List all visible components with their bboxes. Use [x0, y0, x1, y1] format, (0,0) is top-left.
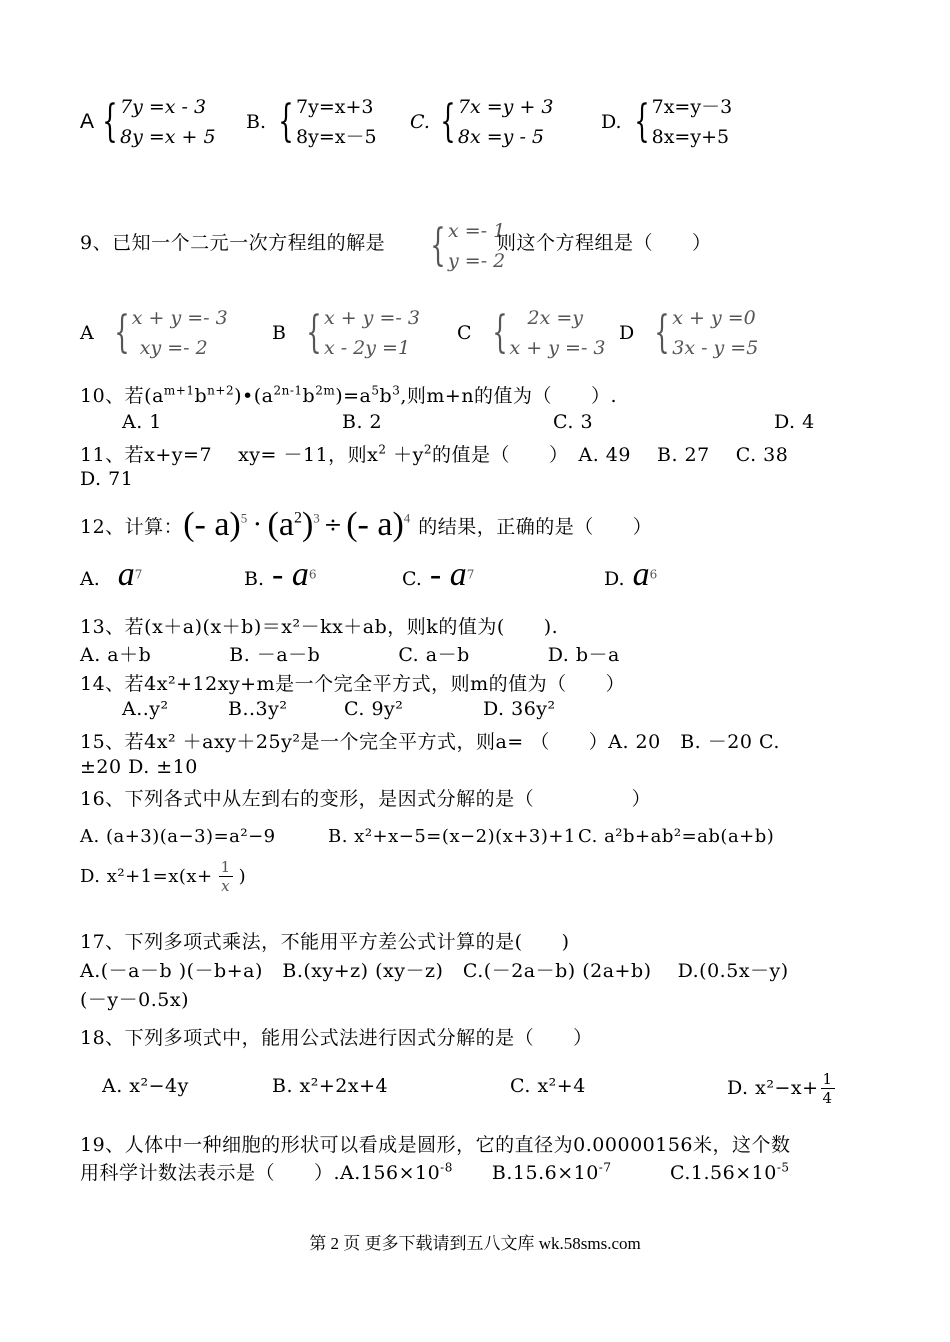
q9-tail: 则这个方程组是（ ）	[497, 232, 712, 254]
q12-t2: (a	[267, 506, 294, 543]
q11-sup: 2	[423, 442, 432, 457]
brace-icon: {	[430, 220, 446, 271]
q11-line2: D. 71	[80, 468, 134, 490]
q19-sup: -8	[440, 1160, 453, 1175]
q9-a-row1: x + y =- 3	[131, 307, 228, 329]
q16-option-d	[80, 858, 246, 895]
q10-part: )•(a	[234, 385, 274, 407]
q12-d-label: D.	[604, 568, 625, 590]
q12-a-exp: 7	[134, 567, 143, 582]
q10-part: b	[302, 385, 316, 407]
q12-c-label: C.	[402, 568, 422, 590]
q11-part: 11、若x+y=7 xy= －11，则x	[80, 444, 379, 466]
q8-option-a	[80, 92, 216, 152]
q16-option-a: A. (a+3)(a−3)=a²−9	[80, 826, 276, 847]
q8-d-label: D.	[601, 111, 622, 133]
q9-sol-row1: x =- 1	[448, 220, 506, 242]
q9-c-label: C	[457, 322, 472, 344]
brace-icon: {	[306, 307, 322, 358]
brace-icon: {	[633, 96, 650, 147]
q10-sup: n+2	[207, 383, 235, 398]
q10-part: ,则m+n的值为（ ）.	[400, 385, 618, 407]
q18-d-pre: D. x²−x+	[727, 1077, 819, 1099]
q11-line1	[80, 440, 788, 467]
q13-text: 13、若(x＋a)(x＋b)＝x²－kx＋ab，则k的值为( ).	[80, 616, 559, 638]
q9-c-row2: x + y =- 3	[509, 337, 606, 359]
q14-option-b: B..3y²	[228, 698, 288, 720]
q16-option-b: B. x²+x−5=(x−2)(x+3)+1	[328, 826, 576, 847]
brace-icon: {	[440, 96, 456, 147]
q18-option-c: C. x²+4	[510, 1075, 586, 1097]
q10-sup: 5	[371, 383, 380, 398]
q16-d-pre: D. x²+1=x(x+	[80, 866, 213, 887]
q8-d-row2: 8x=y+5	[651, 126, 730, 148]
q16-option-c: C. a²b+ab²=ab(a+b)	[578, 826, 775, 847]
q17-text: 17、下列多项式乘法，不能用平方差公式计算的是( )	[80, 931, 570, 953]
q12-term3	[346, 506, 410, 544]
q12-option-a	[80, 556, 142, 594]
brace-icon: {	[491, 307, 508, 358]
q12-term1	[183, 506, 247, 544]
q12-b-exp: 6	[308, 567, 317, 582]
q12-option-b	[244, 556, 316, 594]
q12-option-c	[402, 556, 474, 594]
q8-c-label: C.	[410, 111, 430, 133]
q19-sup: -5	[776, 1160, 790, 1175]
brace-icon: {	[102, 96, 118, 147]
q16-d-fraction	[219, 858, 233, 895]
q19-part: B.15.6×10	[491, 1162, 599, 1184]
q12-d-val: a	[632, 556, 650, 593]
q9-b-row2: x - 2y =1	[323, 337, 411, 359]
q15-line2: ±20 D. ±10	[80, 756, 198, 778]
q10-option-a: A. 1	[122, 411, 162, 433]
q9-option-a	[80, 303, 228, 363]
q19-line1: 19、人体中一种细胞的形状可以看成是圆形，它的直径为0.00000156米，这个数	[80, 1134, 791, 1156]
q12-dot: ·	[253, 510, 262, 540]
q8-b-row1: 7y=x+3	[296, 96, 374, 118]
q8-option-b	[246, 92, 377, 152]
q10-part: 10、若(a	[80, 385, 164, 407]
q9-d-row2: 3x - y =5	[672, 337, 759, 359]
q11-sup: 2	[378, 442, 387, 457]
q9-d-row1: x + y =0	[672, 307, 756, 329]
q9-d-label: D	[619, 322, 635, 344]
q16-d-num: 1	[220, 858, 231, 876]
brace-icon: {	[654, 307, 670, 358]
q8-c-row1: 7x =y + 3	[457, 96, 554, 118]
q12-t1: (- a)	[183, 506, 241, 543]
q8-option-c	[410, 92, 554, 152]
q12-d-exp: 6	[649, 567, 658, 582]
q12-post: 的结果，正确的是（ ）	[418, 515, 653, 538]
q12-b-val: - a	[272, 556, 309, 593]
q12-line	[80, 500, 652, 550]
q9-b-row1: x + y =- 3	[323, 307, 420, 329]
q18-option-a: A. x²−4y	[102, 1075, 189, 1097]
q12-c-exp: 7	[466, 567, 475, 582]
q19-part: C.1.56×10	[670, 1162, 777, 1184]
q10-text	[80, 381, 617, 408]
brace-icon: {	[278, 96, 294, 147]
q8-c-row2: 8x =y - 5	[457, 126, 544, 148]
q12-t4: (- a)	[346, 506, 404, 543]
q14-option-a: A..y²	[122, 698, 169, 720]
q16-text: 16、下列各式中从左到右的变形，是因式分解的是（ ）	[80, 788, 652, 810]
q8-a-row1: 7y =x - 3	[120, 96, 207, 118]
q19-line2	[80, 1158, 790, 1185]
q10-sup: 3	[392, 383, 401, 398]
q12-e2: 2	[293, 509, 302, 527]
q11-part: ＋y	[386, 444, 424, 466]
q10-part: b	[194, 385, 208, 407]
q10-part: )=a	[335, 385, 372, 407]
q12-e3: 3	[313, 510, 320, 526]
q10-part: b	[379, 385, 393, 407]
q16-d-post: )	[238, 866, 247, 887]
q17-line1: A.(－a－b )(－b+a) B.(xy+z) (xy－z) C.(－2a－b) (2a+b) D.(0.5x－y)	[80, 960, 789, 982]
q8-option-d	[601, 92, 732, 152]
q14-option-c: C. 9y²	[344, 698, 404, 720]
q10-sup: 2m	[315, 383, 336, 398]
q9-b-label: B	[272, 322, 286, 344]
q19-sup: -7	[598, 1160, 612, 1175]
page-footer: 第 2 页 更多下载请到五八文库 wk.58sms.com	[309, 1234, 641, 1253]
q10-option-b: B. 2	[342, 411, 383, 433]
q12-e4: 4	[403, 510, 411, 526]
q15-line1: 15、若4x² ＋axy＋25y²是一个完全平方式，则a= （ ）A. 20 B. －20 C.	[80, 731, 780, 753]
q14-text: 14、若4x²+12xy+m是一个完全平方式，则m的值为（ ）	[80, 673, 626, 695]
q12-c-val: - a	[429, 556, 467, 593]
q8-b-row2: 8y=x－5	[296, 126, 377, 148]
q12-option-d	[604, 556, 657, 594]
q9-text: 9、已知一个二元一次方程组的解是	[80, 232, 386, 254]
q9-a-row2: xy =- 2	[139, 337, 208, 359]
q9-a-label: A	[80, 322, 94, 344]
q12-a-val: a	[117, 556, 135, 593]
q12-a-label: A.	[80, 568, 100, 590]
q9-option-c	[457, 303, 606, 363]
q19-part: 用科学计数法表示是（ ）.A.156×10	[80, 1162, 441, 1184]
q12-b-label: B.	[244, 568, 265, 590]
q18-d-den: 4	[822, 1088, 833, 1107]
q11-part: 的值是（ ） A. 49 B. 27 C. 38	[431, 444, 789, 466]
q12-term2	[268, 506, 320, 544]
q16-d-den: x	[221, 877, 231, 895]
q18-d-fraction	[821, 1070, 835, 1107]
q9-option-d	[619, 303, 758, 363]
q10-option-c: C. 3	[553, 411, 594, 433]
q8-a-label: A	[80, 110, 95, 133]
q8-b-label: B.	[246, 111, 267, 133]
q12-e1: 5	[240, 510, 248, 526]
q10-option-d: D. 4	[774, 411, 815, 433]
q13-options: A. a＋b B. －a－b C. a－b D. b－a	[80, 644, 620, 666]
q12-t3: )	[301, 506, 314, 543]
q18-d-num: 1	[822, 1069, 833, 1088]
q12-div: ÷	[323, 512, 343, 538]
q17-line2: (－y－0.5x)	[80, 989, 189, 1011]
q14-option-d: D. 36y²	[483, 698, 556, 720]
q8-a-row2: 8y =x + 5	[120, 126, 216, 148]
q9-option-b	[272, 303, 420, 363]
q8-d-row1: 7x=y－3	[651, 96, 733, 118]
q9-c-row1: 2x =y	[527, 307, 584, 329]
q18-option-b: B. x²+2x+4	[272, 1075, 389, 1097]
q10-sup: 2n-1	[273, 383, 303, 398]
q10-sup: m+1	[163, 383, 195, 398]
q18-option-d	[727, 1066, 837, 1110]
q9-solution	[424, 216, 505, 276]
q18-text: 18、下列多项式中，能用公式法进行因式分解的是（ ）	[80, 1027, 593, 1049]
q12-pre: 12、计算：	[80, 515, 184, 538]
q9-sol-row2: y =- 2	[448, 250, 506, 272]
brace-icon: {	[114, 307, 130, 358]
